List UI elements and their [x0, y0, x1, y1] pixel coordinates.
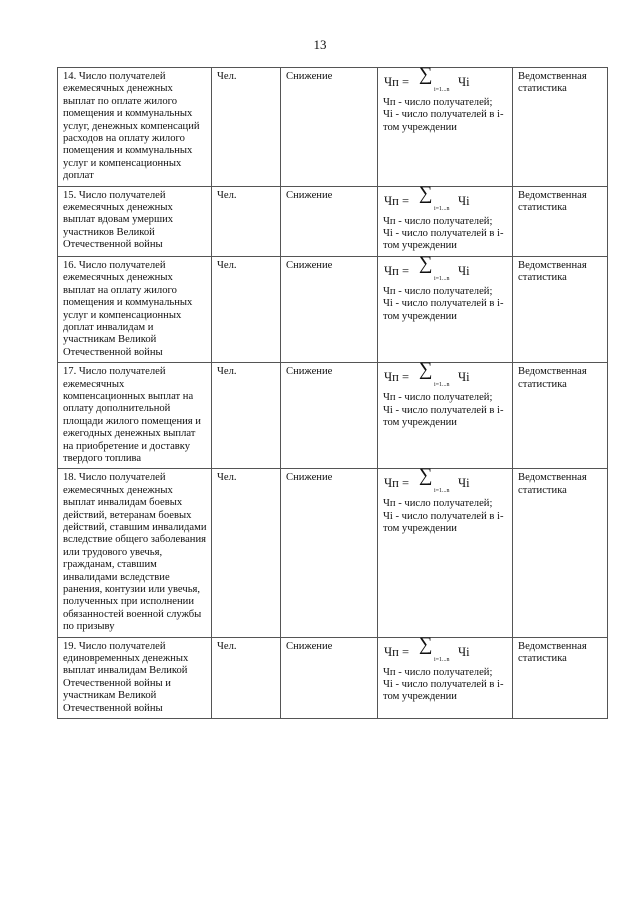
formula-cell: [378, 359, 513, 469]
source-text: Ведомственная статистика: [518, 472, 587, 496]
formula-legend-total: Чп - число получателей;: [383, 392, 493, 404]
formula-lhs: Чп =: [384, 644, 409, 659]
indicator-cell: [58, 68, 212, 187]
formula-rhs: Чi: [458, 476, 470, 491]
source-cell: [513, 363, 608, 469]
trend-text: Снижение: [286, 472, 333, 484]
unit-cell: [212, 68, 281, 187]
unit-cell: [212, 637, 281, 718]
formula-rhs: Чi: [458, 263, 470, 278]
source-cell: [513, 637, 608, 718]
unit-cell: [212, 256, 281, 362]
sigma-subscript: i=1...n: [434, 382, 450, 389]
formula-cell: [378, 633, 513, 718]
trend-text: Снижение: [286, 366, 333, 378]
sigma-subscript: i=1...n: [434, 205, 450, 212]
indicator-text: 19. Число получателей единовременных денежных выплат инвалидам Великой Отечественной войны и участникам Великой Отечественной войны: [63, 640, 189, 714]
sum-formula: [383, 182, 508, 216]
formula-rhs: Чi: [458, 193, 470, 208]
sigma-symbol: ∑: [419, 252, 433, 274]
sigma-symbol: ∑: [419, 182, 433, 204]
trend-text: Снижение: [286, 71, 333, 82]
formula-cell: [378, 465, 513, 637]
indicator-text: 17. Число получателей ежемесячных компенсационных выплат на оплату дополнительной площади жилого помещения и ежегодных денежных выплат на приобретение и доставку твердого топлива: [63, 366, 201, 464]
formula-legend-total: Чп - число получателей;: [383, 498, 493, 510]
sigma-symbol: ∑: [419, 64, 433, 85]
unit-text: Чел.: [217, 71, 237, 82]
table-row: [58, 68, 608, 187]
sum-formula: [383, 359, 508, 392]
table-row: [58, 186, 608, 256]
indicator-text: 16. Число получателей ежемесячных денежных выплат на оплату жилого помещения и коммунальных услуг и компенсационных доплат инвалидам и участникам Великой Отечественной войны: [63, 259, 193, 358]
sum-formula: [383, 64, 508, 97]
indicator-text: 15. Число получателей ежемесячных денежных выплат вдовам умерших участников Великой Отечественной войны: [63, 189, 174, 251]
formula-legend-item: Чi - число получателей в i-том учреждении: [383, 109, 504, 133]
formula-rhs: Чi: [458, 644, 470, 659]
source-cell: [513, 256, 608, 362]
sigma-symbol: ∑: [419, 465, 433, 487]
indicator-cell: [58, 256, 212, 362]
table-row: [58, 637, 608, 718]
source-text: Ведомственная статистика: [518, 366, 587, 390]
indicator-cell: [58, 186, 212, 256]
trend-cell: [281, 256, 378, 362]
table-row: [58, 256, 608, 362]
formula-legend-total: Чп - число получателей;: [383, 97, 493, 108]
source-text: Ведомственная статистика: [518, 71, 587, 95]
formula-legend-item: Чi - число получателей в i-том учреждении: [383, 404, 504, 428]
formula-lhs: Чп =: [384, 193, 409, 208]
source-text: Ведомственная статистика: [518, 259, 587, 284]
sigma-symbol: ∑: [419, 359, 433, 381]
source-cell: [513, 68, 608, 187]
formula-cell: [378, 182, 513, 256]
sum-formula: [383, 633, 508, 667]
formula-lhs: Чп =: [384, 476, 409, 491]
sum-formula: [383, 252, 508, 286]
formula-legend-total: Чп - число получателей;: [383, 666, 493, 678]
sigma-subscript: i=1...n: [434, 656, 450, 663]
unit-text: Чел.: [217, 640, 237, 652]
table-row: [58, 469, 608, 637]
formula-rhs: Чi: [458, 370, 470, 385]
formula-legend-total: Чп - число получателей;: [383, 285, 493, 297]
trend-cell: [281, 363, 378, 469]
sigma-subscript: i=1...n: [434, 488, 450, 495]
unit-text: Чел.: [217, 472, 237, 484]
formula-lhs: Чп =: [384, 370, 409, 385]
indicator-table: [57, 64, 608, 719]
trend-text: Снижение: [286, 259, 333, 271]
unit-cell: [212, 469, 281, 637]
formula-rhs: Чi: [458, 75, 470, 89]
trend-text: Снижение: [286, 640, 333, 652]
sigma-subscript: i=1...n: [434, 87, 450, 93]
indicator-cell: [58, 637, 212, 718]
trend-cell: [281, 68, 378, 187]
sigma-subscript: i=1...n: [434, 275, 450, 282]
formula-cell: [378, 64, 513, 187]
trend-text: Снижение: [286, 189, 333, 201]
unit-cell: [212, 363, 281, 469]
page-number: 13: [313, 37, 327, 52]
sum-formula: [383, 465, 508, 498]
indicator-text: 14. Число получателей ежемесячных денежных выплат по оплате жилого помещения и коммунальных услуг, денежных компенсаций расходов на оплату жилого помещения и коммунальных услуг и компенсационных доплат: [63, 71, 200, 182]
indicator-cell: [58, 469, 212, 637]
formula-lhs: Чп =: [384, 75, 409, 89]
formula-legend-item: Чi - число получателей в i-том учреждении: [383, 510, 504, 535]
source-text: Ведомственная статистика: [518, 640, 587, 665]
unit-cell: [212, 186, 281, 256]
unit-text: Чел.: [217, 366, 237, 378]
source-cell: [513, 469, 608, 637]
indicator-cell: [58, 363, 212, 469]
unit-text: Чел.: [217, 189, 237, 201]
formula-legend-total: Чп - число получателей;: [383, 215, 493, 227]
indicator-text: 18. Число получателей ежемесячных денежных выплат инвалидам боевых действий, ветеранам боевых действий, ставшим инвалидами вследствие общего заболевания или трудового увечья, гражданам, ставшим инвалидами вследствие ранения, контузии или увечья, полученных при исполнении обязанностей военной службы по призыву: [63, 472, 207, 633]
source-text: Ведомственная статистика: [518, 189, 587, 214]
trend-cell: [281, 469, 378, 637]
formula-legend-item: Чi - число получателей в i-том учреждении: [383, 228, 504, 252]
source-cell: [513, 186, 608, 256]
sigma-symbol: ∑: [419, 633, 433, 655]
formula-lhs: Чп =: [384, 263, 409, 278]
unit-text: Чел.: [217, 259, 237, 271]
trend-cell: [281, 186, 378, 256]
table-row: [58, 363, 608, 469]
trend-cell: [281, 637, 378, 718]
formula-cell: [378, 252, 513, 362]
formula-legend-item: Чi - число получателей в i-том учреждении: [383, 679, 504, 703]
formula-legend-item: Чi - число получателей в i-том учреждении: [383, 298, 504, 322]
